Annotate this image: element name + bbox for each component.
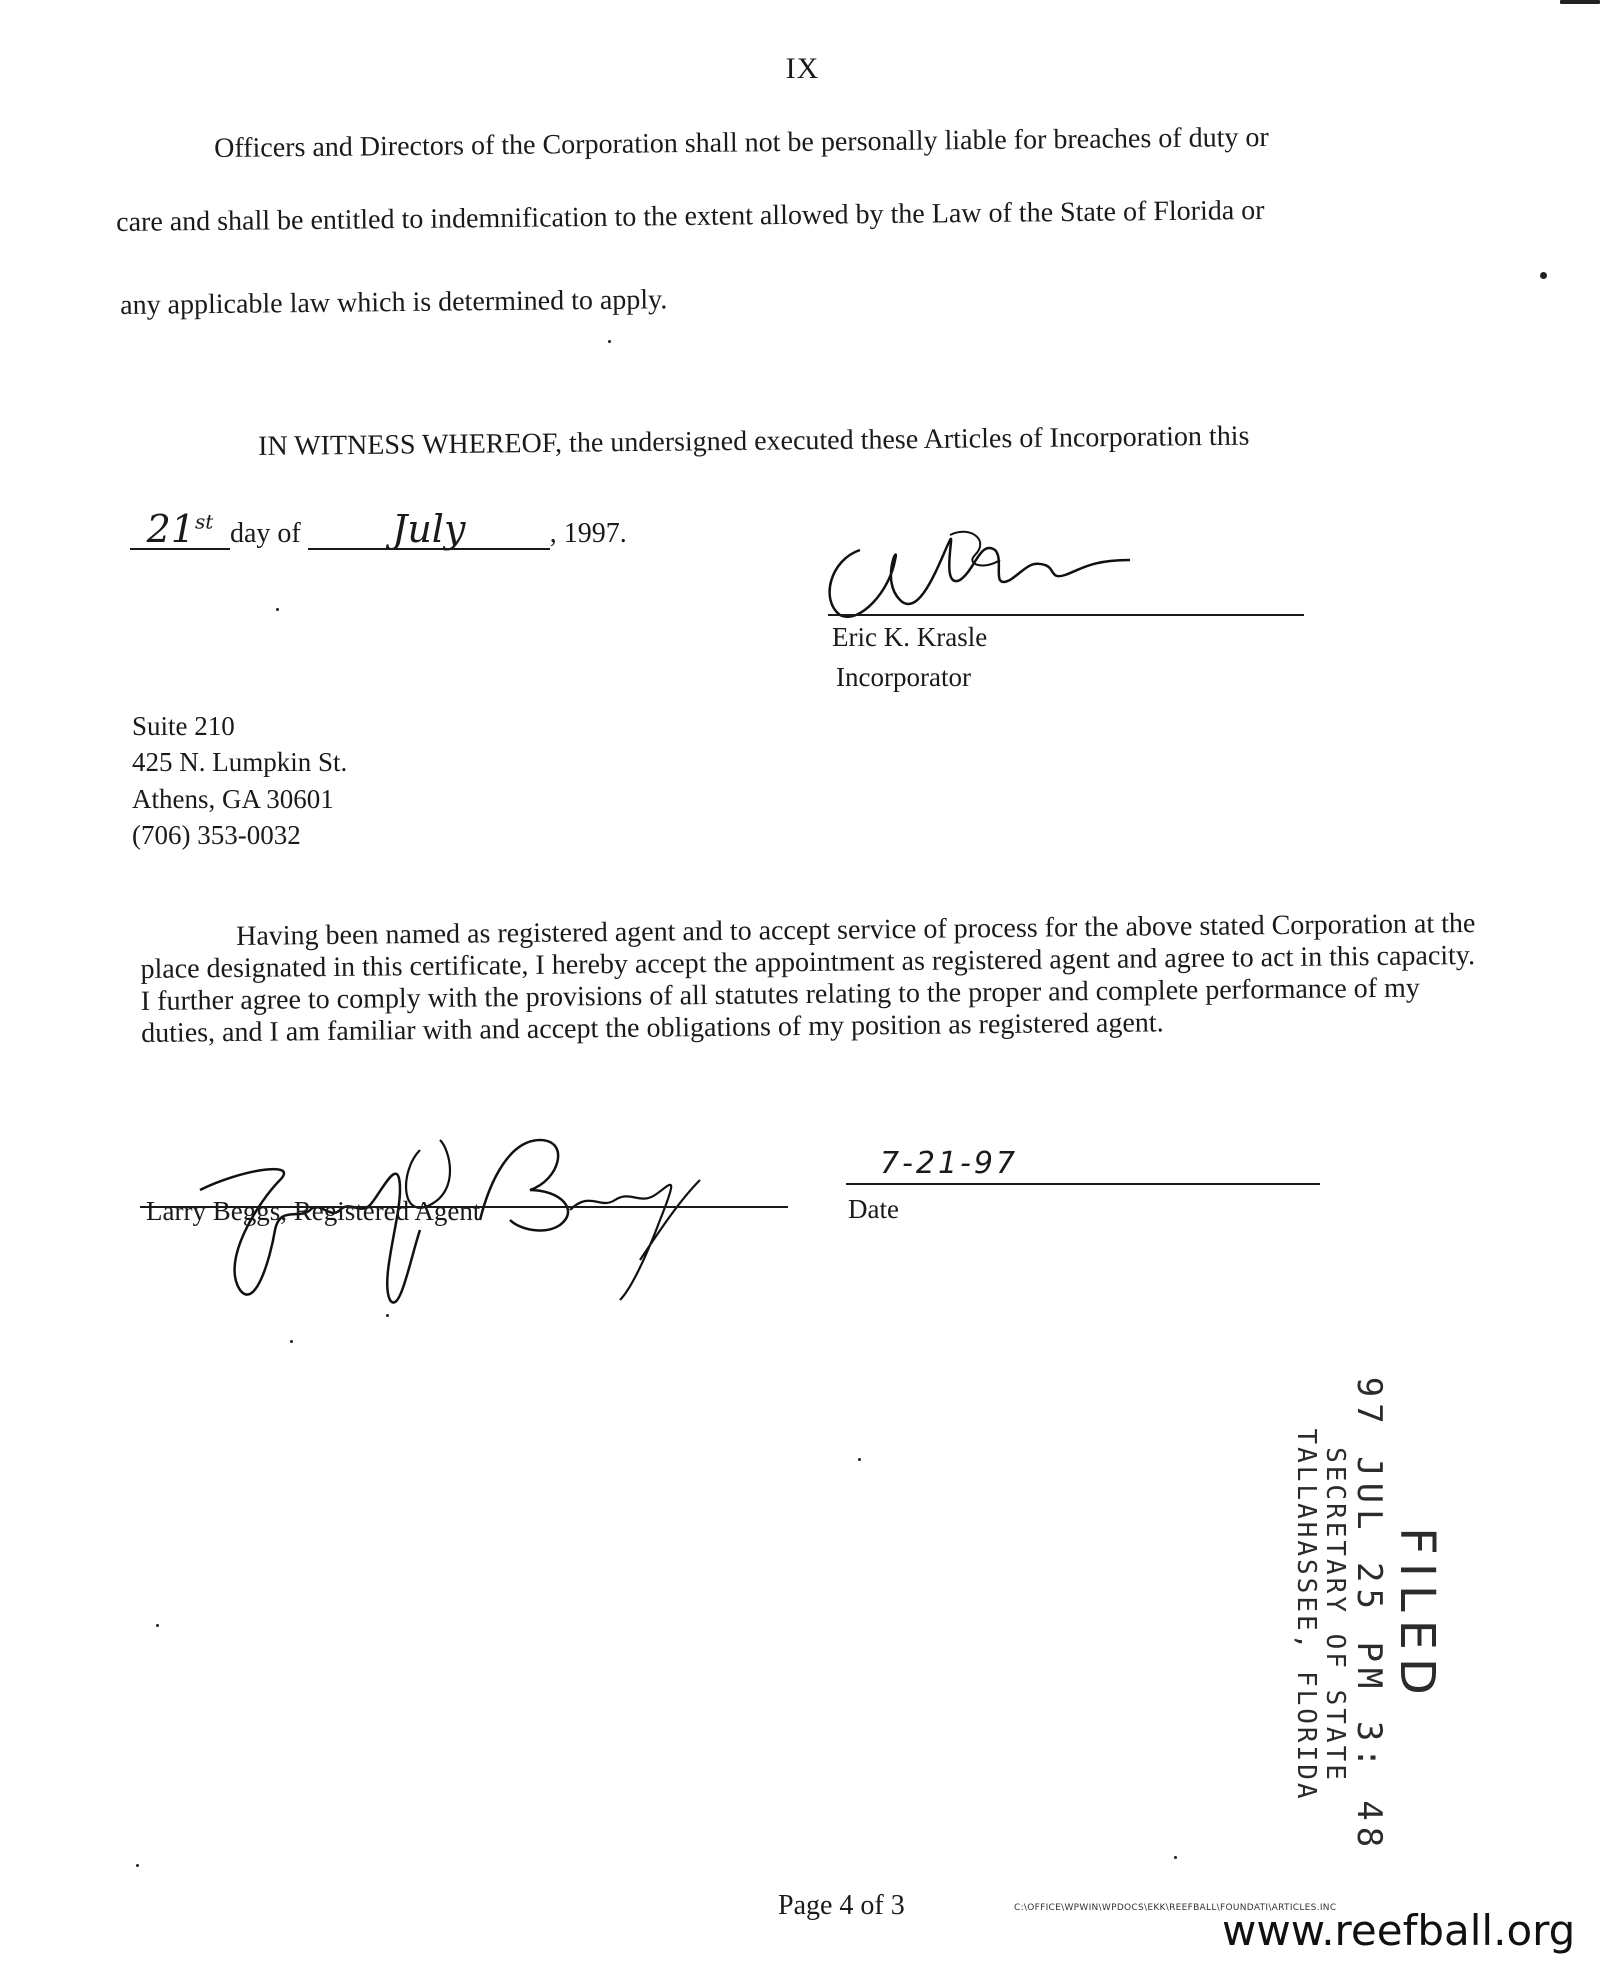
- execution-year: , 1997.: [549, 518, 627, 549]
- article-number: IX: [785, 52, 820, 85]
- address-city: Athens, GA 30601: [132, 783, 334, 814]
- article-text-line-2: care and shall be entitled to indemnification to the extent allowed by the Law of the State of Florida or: [116, 194, 1265, 238]
- witness-clause: IN WITNESS WHEREOF, the undersigned executed these Articles of Incorporation this: [258, 420, 1250, 462]
- page-number: Page 4 of 3: [778, 1890, 905, 1921]
- date-signature-line: [846, 1183, 1320, 1185]
- stamp-title: FILED: [1389, 1527, 1445, 1703]
- filed-stamp: [1291, 1375, 1445, 1855]
- day-of-label: day of: [230, 518, 301, 549]
- agent-acceptance-paragraph: [140, 908, 1481, 1050]
- execution-month-field: [308, 507, 550, 551]
- scan-speck: [1540, 272, 1547, 279]
- execution-day-value: 21: [146, 507, 196, 551]
- address-block: [132, 708, 347, 854]
- scan-speck: [608, 340, 611, 343]
- agent-signature-label: Larry Beggs, Registered Agent: [146, 1196, 481, 1226]
- scan-speck: [1174, 1856, 1177, 1859]
- scan-speck: [1560, 0, 1600, 4]
- website-watermark: www.reefball.org: [1222, 1906, 1576, 1955]
- incorporator-signature-line: [828, 614, 1304, 616]
- date-label: Date: [848, 1194, 899, 1224]
- stamp-office-line-2: TALLAHASSEE, FLORIDA: [1291, 1428, 1322, 1802]
- scan-speck: [156, 1624, 159, 1627]
- incorporator-title: Incorporator: [836, 662, 971, 692]
- scan-speck: [386, 1314, 389, 1317]
- execution-date-row: [130, 507, 627, 551]
- execution-month-value: July: [392, 507, 466, 551]
- address-suite: Suite 210: [132, 711, 235, 741]
- scan-speck: [276, 608, 279, 611]
- stamp-date: 97 JUL 25 PM 3: 48: [1349, 1376, 1389, 1854]
- scan-speck: [290, 1340, 293, 1343]
- article-text-line-1: Officers and Directors of the Corporation shall not be personally liable for breaches of duty or: [214, 121, 1269, 164]
- address-phone: (706) 353-0032: [132, 820, 301, 851]
- execution-day-suffix: st: [195, 509, 214, 534]
- scan-speck: [136, 1864, 139, 1867]
- address-street: 425 N. Lumpkin St.: [132, 747, 348, 778]
- agent-signature-date: 7-21-97: [880, 1146, 1019, 1181]
- stamp-office-line-1: SECRETARY OF STATE: [1320, 1447, 1350, 1783]
- incorporator-name: Eric K. Krasle: [832, 622, 988, 652]
- execution-day-field: [130, 507, 230, 551]
- file-path: C:\OFFICE\WPWIN\WPDOCS\EKK\REEFBALL\FOUNDATI\ARTICLES.INC: [1014, 1903, 1337, 1913]
- scan-speck: [858, 1458, 861, 1461]
- agent-acceptance-text: Having been named as registered agent and to accept service of process for the above stated Corporation at the place designated in this certificate, I hereby accept the appointment as registered agent and agree to act in this capacity. I further agree to comply with the provisions of all statutes relating to the proper and complete performance of my duties, and I am familiar with and accept the obligations of my position as registered agent.: [140, 908, 1476, 1049]
- article-text-line-3: any applicable law which is determined to apply.: [120, 284, 668, 321]
